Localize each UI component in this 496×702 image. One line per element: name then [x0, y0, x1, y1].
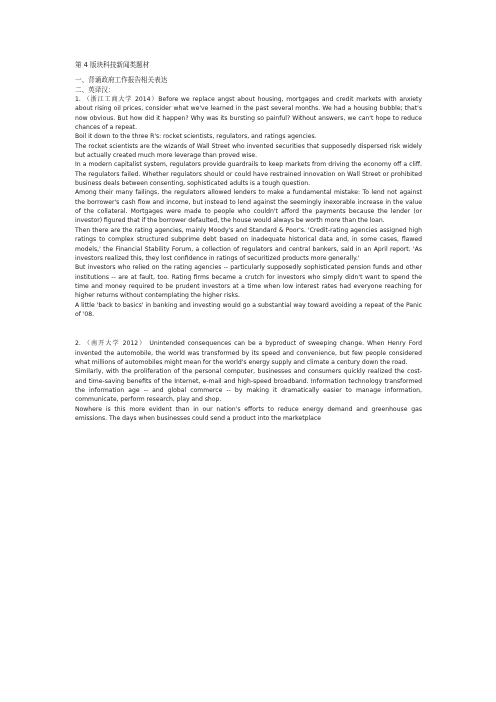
article1-paragraph: Then there are the rating agencies, mainly Moody's and Standard & Poor's. 'Credit-rating agencies assigned high ratings to complex structured subprime debt based on inadequate historical data and, in some cases, flawed models,' the Financial Stability Forum, a collection of regulators and central bankers, said in an April report. 'As investors realized this, they lost confidence in ratings of securitized products more generally.' [75, 226, 422, 262]
article1-paragraph: Among their many failings, the regulators allowed lenders to make a fundamental mistake: To lend not against the borrower's cash flow and income, but instead to lend against the seemingly inexorable increase in the value of the collateral. Mortgages were made to people who couldn't afford the payments because the lender (or investor) figured that if the borrower defaulted, the house would always be worth more than the loan. [75, 189, 422, 225]
document-title: 第 4 版块科技新闻类题材 [75, 61, 150, 69]
article1-paragraph: 1. （浙江工商大学 2014）Before we replace angst about housing, mortgages and credit markets with anxiety about rising oil prices, consider what we've learned in the past several months. We had a housing bubble; that's now obvious. But how did it happen? Why was its bursting so painful? Without answers, we can't hope to reduce chances of a repeat. [75, 96, 422, 132]
section-heading-1: 一、背诵政府工作报告相关表达 [75, 76, 168, 84]
article1-paragraph: A little 'back to basics' in banking and investing would go a substantial way toward avoiding a repeat of the Panic of '08. [75, 301, 422, 318]
section-heading-2: 二、英译汉： [75, 86, 115, 94]
document-body [75, 60, 422, 423]
article2-paragraph: 2. （南开大学 2012） Unintended consequences can be a byproduct of sweeping change. When Henry Ford invented the automobile, the world was transformed by its speed and convenience, but few people considered what millions of automobiles might mean for the world's energy supply and climate a century down the road. [75, 340, 422, 366]
article1-paragraph: In a modern capitalist system, regulators provide guardrails to keep markets from driving the economy off a cliff. The regulators failed. Whether regulators should or could have restrained innovation on Wall Street or prohibited business deals between consenting, sophisticated adults is a tough question. [75, 161, 422, 188]
article1-paragraph: But investors who relied on the rating agencies -- particularly supposedly sophisticated pension funds and other institutions -- are at fault, too. Rating firms became a crutch for investors who simply didn't want to spend the time and money required to be prudent investors at a time when low interest rates had everyone reaching for higher returns without contemplating the higher risks. [75, 264, 422, 300]
article2-paragraph: Similarly, with the proliferation of the personal computer, businesses and consumers quickly realized the cost- and time-saving benefits of the Internet, e-mail and high-speed broadband. Information technology transformed the information age -- and global commerce -- by making it dramatically easier to manage information, communicate, perform research, play and shop. [75, 368, 422, 404]
article2-paragraph: Nowhere is this more evident than in our nation's efforts to reduce energy demand and greenhouse gas emissions. The days when businesses could send a product into the marketplace [75, 405, 422, 422]
article1-paragraph: The rocket scientists are the wizards of Wall Street who invented securities that supposedly dispersed risk widely but actually created much more leverage than proved wise. [75, 142, 422, 160]
article1-paragraph: Boil it down to the three R's: rocket scientists, regulators, and ratings agencies. [75, 133, 317, 141]
